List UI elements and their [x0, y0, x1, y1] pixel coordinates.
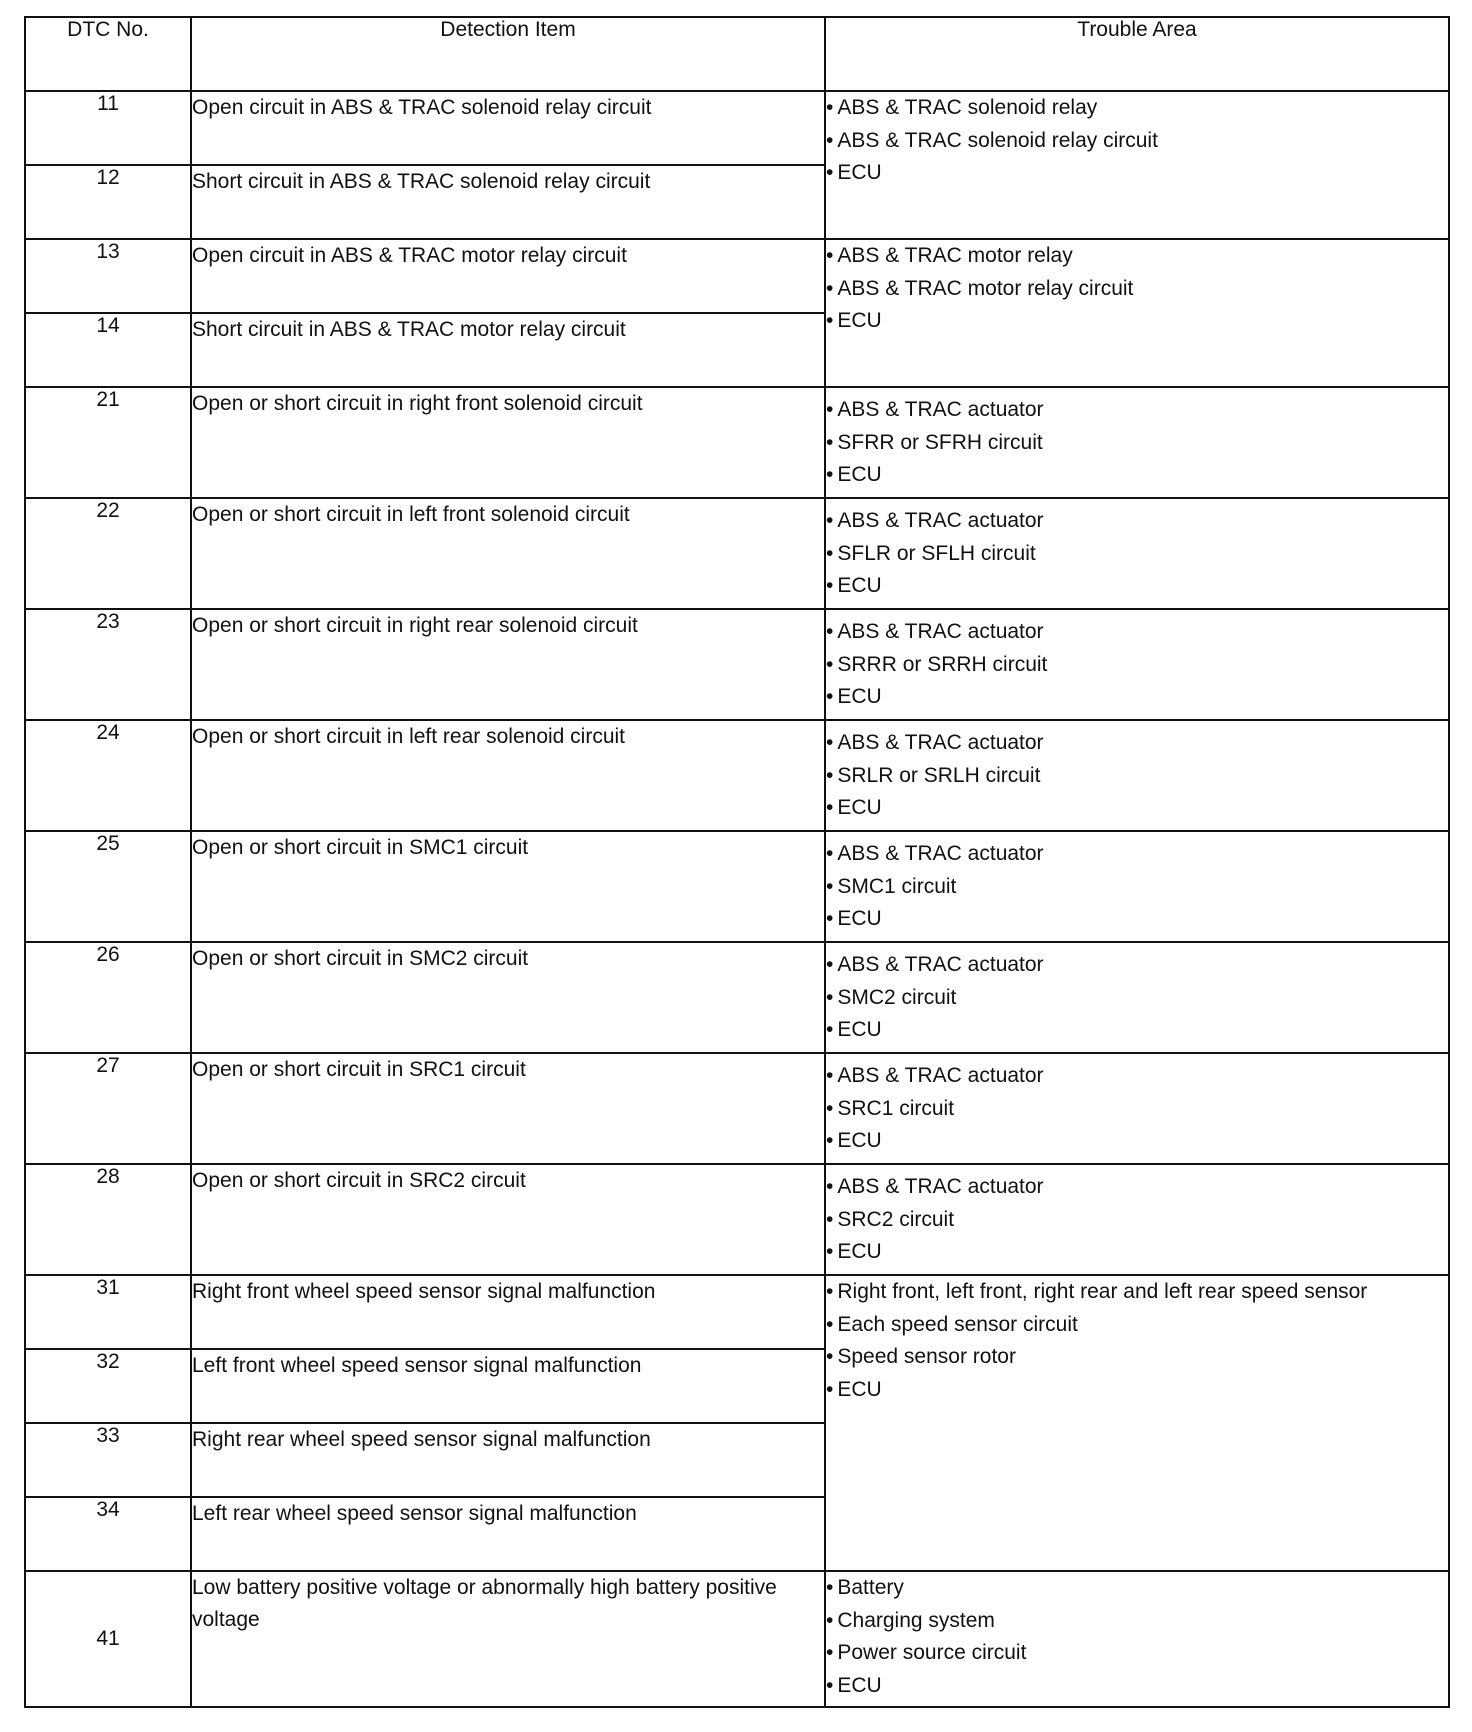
- table-row: [25, 831, 1449, 942]
- trouble-area-list: [826, 727, 1448, 825]
- table-header-row: [25, 17, 1449, 91]
- dtc-table: [24, 16, 1450, 1708]
- table-row: [25, 609, 1449, 720]
- trouble-area: [825, 609, 1449, 720]
- trouble-area-item: • ABS & TRAC motor relay circuit: [826, 273, 1448, 306]
- trouble-area: [825, 1164, 1449, 1275]
- trouble-area-item: • Each speed sensor circuit: [826, 1309, 1448, 1342]
- trouble-area-item: • SMC1 circuit: [826, 871, 1448, 904]
- trouble-area-item: • SRRR or SRRH circuit: [826, 649, 1448, 682]
- trouble-area-list: [826, 394, 1448, 492]
- trouble-area: [825, 498, 1449, 609]
- header-dtc-no: DTC No.: [25, 17, 191, 91]
- detection-item: Open or short circuit in SMC2 circuit: [191, 942, 825, 1053]
- trouble-area: [825, 720, 1449, 831]
- dtc-number: 25: [25, 831, 191, 942]
- dtc-number: 26: [25, 942, 191, 1053]
- trouble-area-list: [826, 1276, 1448, 1406]
- table-row: [25, 387, 1449, 498]
- trouble-area-item: • ECU: [826, 1125, 1448, 1158]
- trouble-area-item: • ABS & TRAC actuator: [826, 727, 1448, 760]
- trouble-area-item: • ECU: [826, 1670, 1448, 1703]
- trouble-area: [825, 942, 1449, 1053]
- trouble-area-item: • ECU: [826, 792, 1448, 825]
- trouble-area-item: • ECU: [826, 1374, 1448, 1407]
- detection-item: Short circuit in ABS & TRAC solenoid relay circuit: [191, 165, 825, 239]
- trouble-area: [825, 1275, 1449, 1571]
- detection-item: Open or short circuit in SRC1 circuit: [191, 1053, 825, 1164]
- trouble-area-item: • SMC2 circuit: [826, 982, 1448, 1015]
- trouble-area-item: • ABS & TRAC solenoid relay: [826, 92, 1448, 125]
- trouble-area-item: • ECU: [826, 459, 1448, 492]
- trouble-area-item: • ECU: [826, 681, 1448, 714]
- trouble-area-item: • Charging system: [826, 1605, 1448, 1638]
- detection-item: Open or short circuit in SRC2 circuit: [191, 1164, 825, 1275]
- trouble-area-item: • ECU: [826, 570, 1448, 603]
- detection-item: Low battery positive voltage or abnormally high battery positive voltage: [191, 1571, 825, 1707]
- trouble-area: [825, 1571, 1449, 1707]
- trouble-area-item: • ABS & TRAC actuator: [826, 505, 1448, 538]
- trouble-area-item: • ABS & TRAC actuator: [826, 1171, 1448, 1204]
- header-trouble-area: Trouble Area: [825, 17, 1449, 91]
- dtc-number: 12: [25, 165, 191, 239]
- trouble-area-list: [826, 1171, 1448, 1269]
- trouble-area: [825, 239, 1449, 387]
- detection-item: Right front wheel speed sensor signal malfunction: [191, 1275, 825, 1349]
- trouble-area: [825, 91, 1449, 239]
- header-detection-item: Detection Item: [191, 17, 825, 91]
- table-row: [25, 942, 1449, 1053]
- dtc-number: 14: [25, 313, 191, 387]
- trouble-area-item: • ABS & TRAC actuator: [826, 616, 1448, 649]
- trouble-area-item: • ABS & TRAC actuator: [826, 949, 1448, 982]
- trouble-area-list: [826, 240, 1448, 338]
- detection-item: Open or short circuit in SMC1 circuit: [191, 831, 825, 942]
- trouble-area-item: • SFLR or SFLH circuit: [826, 538, 1448, 571]
- detection-item: Open or short circuit in right rear solenoid circuit: [191, 609, 825, 720]
- detection-item: Open circuit in ABS & TRAC motor relay circuit: [191, 239, 825, 313]
- trouble-area-item: • ABS & TRAC actuator: [826, 838, 1448, 871]
- detection-item: Open circuit in ABS & TRAC solenoid relay circuit: [191, 91, 825, 165]
- table-row: [25, 720, 1449, 831]
- dtc-number: 33: [25, 1423, 191, 1497]
- table-row: [25, 1571, 1449, 1707]
- dtc-table-page: [24, 16, 1448, 1708]
- dtc-number: 27: [25, 1053, 191, 1164]
- trouble-area: [825, 831, 1449, 942]
- trouble-area-item: • SRC2 circuit: [826, 1204, 1448, 1237]
- trouble-area-item: • SRLR or SRLH circuit: [826, 760, 1448, 793]
- detection-item: Left front wheel speed sensor signal malfunction: [191, 1349, 825, 1423]
- dtc-number: 28: [25, 1164, 191, 1275]
- detection-item: Open or short circuit in left rear solenoid circuit: [191, 720, 825, 831]
- trouble-area-item: • SFRR or SFRH circuit: [826, 427, 1448, 460]
- trouble-area-item: • Power source circuit: [826, 1637, 1448, 1670]
- trouble-area-item: • ABS & TRAC motor relay: [826, 240, 1448, 273]
- trouble-area-item: • ECU: [826, 1236, 1448, 1269]
- trouble-area-list: [826, 505, 1448, 603]
- trouble-area: [825, 1053, 1449, 1164]
- trouble-area-item: • SRC1 circuit: [826, 1093, 1448, 1126]
- trouble-area-item: • Right front, left front, right rear and left rear speed sensor: [826, 1276, 1448, 1309]
- detection-item: Open or short circuit in left front solenoid circuit: [191, 498, 825, 609]
- dtc-number: 21: [25, 387, 191, 498]
- dtc-number: 31: [25, 1275, 191, 1349]
- trouble-area: [825, 387, 1449, 498]
- table-row: [25, 1053, 1449, 1164]
- trouble-area-item: • ECU: [826, 157, 1448, 190]
- detection-item: Left rear wheel speed sensor signal malfunction: [191, 1497, 825, 1571]
- dtc-number: 23: [25, 609, 191, 720]
- trouble-area-list: [826, 1060, 1448, 1158]
- trouble-area-item: • Battery: [826, 1572, 1448, 1605]
- trouble-area-item: • ECU: [826, 1014, 1448, 1047]
- trouble-area-item: • ECU: [826, 903, 1448, 936]
- detection-item: Right rear wheel speed sensor signal malfunction: [191, 1423, 825, 1497]
- trouble-area-list: [826, 949, 1448, 1047]
- trouble-area-item: • ABS & TRAC solenoid relay circuit: [826, 125, 1448, 158]
- trouble-area-list: [826, 92, 1448, 190]
- dtc-number: 11: [25, 91, 191, 165]
- trouble-area-list: [826, 838, 1448, 936]
- dtc-number: 13: [25, 239, 191, 313]
- trouble-area-item: • ABS & TRAC actuator: [826, 394, 1448, 427]
- dtc-number: 32: [25, 1349, 191, 1423]
- trouble-area-list: [826, 616, 1448, 714]
- dtc-number: 34: [25, 1497, 191, 1571]
- trouble-area-item: • ABS & TRAC actuator: [826, 1060, 1448, 1093]
- table-row: [25, 91, 1449, 165]
- trouble-area-item: • Speed sensor rotor: [826, 1341, 1448, 1374]
- table-row: [25, 498, 1449, 609]
- trouble-area-item: • ECU: [826, 305, 1448, 338]
- dtc-number: 41: [25, 1571, 191, 1707]
- detection-item: Open or short circuit in right front solenoid circuit: [191, 387, 825, 498]
- table-row: [25, 239, 1449, 313]
- dtc-number: 22: [25, 498, 191, 609]
- table-row: [25, 1164, 1449, 1275]
- trouble-area-list: [826, 1572, 1448, 1702]
- table-row: [25, 1275, 1449, 1349]
- detection-item: Short circuit in ABS & TRAC motor relay circuit: [191, 313, 825, 387]
- dtc-number: 24: [25, 720, 191, 831]
